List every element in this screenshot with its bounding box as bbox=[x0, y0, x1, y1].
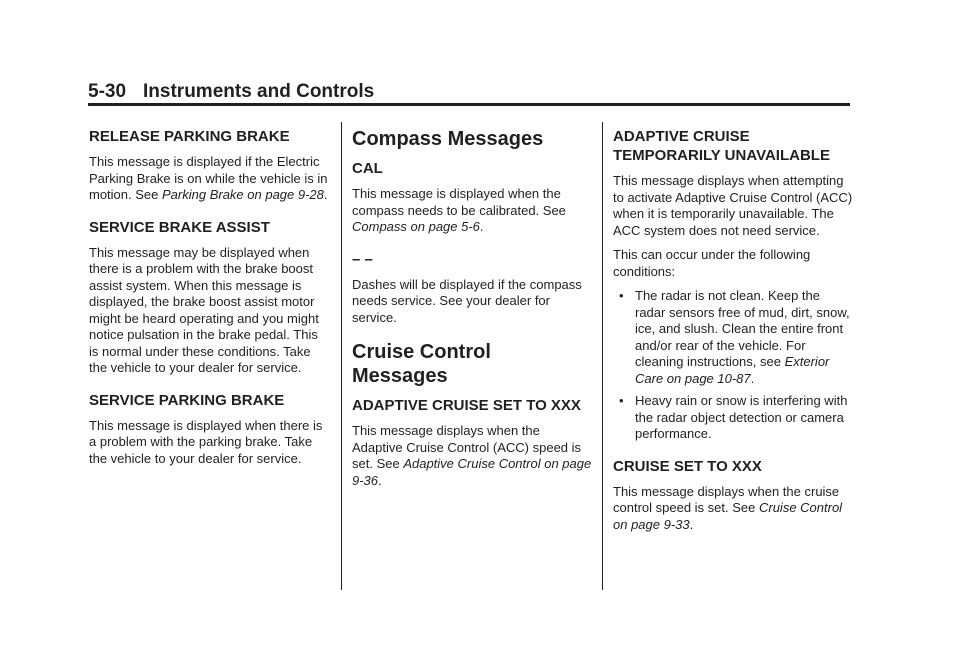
column-divider bbox=[341, 122, 342, 590]
running-header bbox=[88, 80, 850, 104]
conditions-list bbox=[613, 288, 853, 443]
bullet-icon: • bbox=[619, 393, 624, 408]
heading-service-brake-assist: SERVICE BRAKE ASSIST bbox=[89, 218, 270, 236]
heading-compass-messages: Compass Messages bbox=[352, 128, 544, 150]
heading-cal: CAL bbox=[352, 160, 383, 177]
heading-cruise-control-messages: Cruise Control Messages bbox=[352, 341, 491, 387]
heading-service-parking-brake: SERVICE PARKING BRAKE bbox=[89, 391, 285, 409]
heading-cruise-set: CRUISE SET TO XXX bbox=[613, 457, 762, 475]
paragraph-adaptive-cruise-set: This message displays when the Adaptive Cruise Control (ACC) speed is set. See Adaptive Cruise Control on page 9-36. bbox=[352, 423, 592, 488]
paragraph-release-parking-brake: This message is displayed if the Electric Parking Brake is on while the vehicle is in motion. See Parking Brake on page 9-28. bbox=[89, 154, 328, 202]
cross-reference-link[interactable]: Parking Brake on page 9-28 bbox=[162, 187, 324, 202]
paragraph-service-brake-assist: This message may be displayed when there is a problem with the brake boost assist system. When this message is displayed, the brake boost assist motor might be heard operating and you might notice pulsation in the brake pedal. This is normal under these conditions. Take the vehicle to your dealer for service. bbox=[89, 244, 319, 375]
column-left bbox=[89, 127, 329, 475]
column-divider bbox=[602, 122, 603, 590]
paragraph-service-parking-brake: This message is displayed when there is a problem with the parking brake. Take the vehicle to your dealer for service. bbox=[89, 417, 323, 466]
cross-reference-link[interactable]: Adaptive Cruise Control on page 9-36 bbox=[352, 456, 592, 488]
heading-adaptive-cruise-unavailable: ADAPTIVE CRUISE TEMPORARILY UNAVAILABLE bbox=[613, 128, 830, 164]
heading-dashes: – – bbox=[352, 250, 373, 268]
paragraph-dashes: Dashes will be displayed if the compass needs service. See your dealer for service. bbox=[352, 276, 582, 325]
section-title: Instruments and Controls bbox=[143, 81, 375, 102]
heading-adaptive-cruise-set: ADAPTIVE CRUISE SET TO XXX bbox=[352, 397, 581, 414]
cross-reference-link[interactable]: Exterior Care on page 10-87 bbox=[635, 354, 830, 386]
list-item: • The radar is not clean. Keep the radar sensors free of mud, dirt, snow, ice, and slush. Clean the entire front and/or rear of the vehicle. For cleaning instructions, see Exterior Care on page 10-87. bbox=[619, 288, 850, 386]
page-header bbox=[88, 80, 850, 104]
paragraph-conditions-intro: This can occur under the following conditions: bbox=[613, 247, 811, 279]
heading-release-parking-brake: RELEASE PARKING BRAKE bbox=[89, 128, 290, 145]
paragraph-adaptive-cruise-unavailable: This message displays when attempting to activate Adaptive Cruise Control (ACC) when it is temporarily unavailable. The ACC system does not need service. bbox=[613, 173, 853, 238]
header-rule bbox=[88, 103, 850, 106]
cross-reference-link[interactable]: Cruise Control on page 9-33 bbox=[613, 500, 843, 532]
cross-reference-link[interactable]: Compass on page 5-6 bbox=[352, 219, 480, 234]
paragraph-cruise-set: This message displays when the cruise control speed is set. See Cruise Control on page 9-33. bbox=[613, 483, 843, 532]
list-item: • Heavy rain or snow is interfering with the radar object detection or camera performance. bbox=[619, 393, 848, 441]
column-middle bbox=[352, 127, 592, 497]
bullet-icon: • bbox=[619, 288, 624, 303]
column-right bbox=[613, 127, 853, 541]
page-number: 5-30 bbox=[88, 81, 127, 102]
paragraph-cal: This message is displayed when the compass needs to be calibrated. See Compass on page 5-6. bbox=[352, 186, 566, 234]
